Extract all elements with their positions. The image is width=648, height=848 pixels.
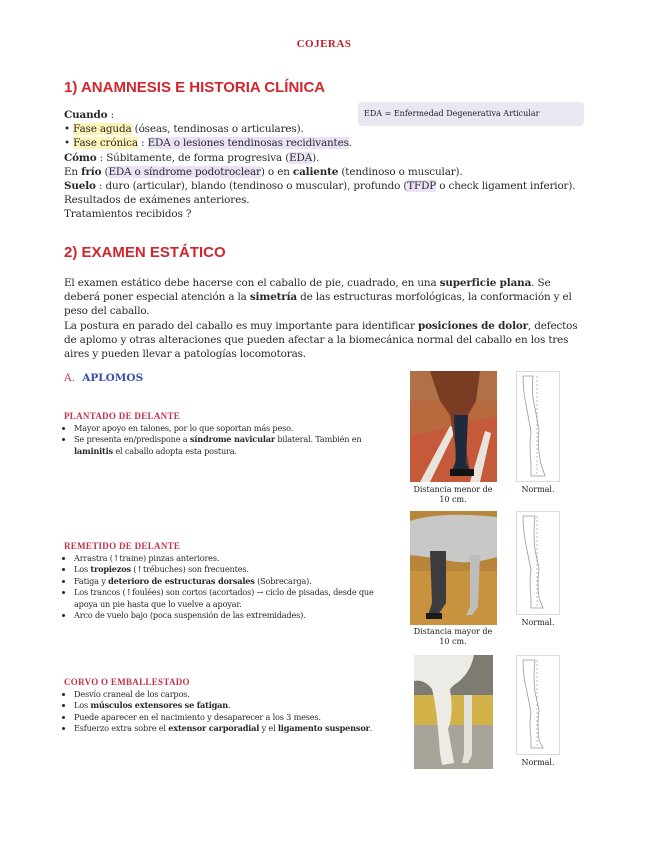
remetido-b2-b: tropiezos <box>90 564 131 575</box>
plantado-b2-d: laminitis <box>74 445 113 456</box>
cuando-label: Cuando <box>64 109 108 121</box>
resultados-line: Resultados de exámenes anteriores. <box>64 194 250 207</box>
p1-e: de las estructuras morfológicas, la conformación y el peso del caballo. <box>64 291 572 318</box>
list-item: • Arrastra (↑traine) pinzas anteriores. <box>74 553 394 564</box>
paragraph-superficie <box>64 276 586 319</box>
como-end: ). <box>312 151 320 164</box>
corvo-b4-d: ligamento suspensor <box>277 723 370 734</box>
corvo-b4-a: Esfuerzo extra sobre el <box>74 723 169 734</box>
plantado-normal-sketch <box>516 371 560 482</box>
frio-highlight: EDA o síndrome podotroclear <box>108 165 261 178</box>
frio-label: frío <box>81 165 102 178</box>
p1-a: El examen estático debe hacerse con el caballo de pie, cuadrado, en una <box>64 277 440 289</box>
tratamientos-line: Tratamientos recibidos ? <box>64 208 192 221</box>
remetido-photo <box>410 511 497 625</box>
plantado-b2-c: bilateral. También en <box>274 434 362 445</box>
suelo-label: Suelo <box>64 180 96 193</box>
plantado-list <box>64 423 394 457</box>
corvo-b2-b: músculos extensores se fatigan <box>90 700 229 711</box>
remetido-list <box>64 553 394 621</box>
fase-cronica-sep: : <box>137 137 148 150</box>
section-anamnesis-heading: 1) ANAMNESIS E HISTORIA CLÍNICA <box>64 79 326 96</box>
suelo-line <box>64 179 584 193</box>
list-item <box>74 434 394 457</box>
p2-c: , defectos de aplomo y otras alteraciones que pueden afectar a la biomecánica normal del caballo en los tres aires y pueden llevar a patologías locomotoras. <box>64 319 578 361</box>
remetido-caption-distancia: Distancia mayor de 10 cm. <box>413 627 493 646</box>
plantado-heading: PLANTADO DE DELANTE <box>64 411 181 421</box>
remetido-b3-b: deterioro de estructuras dorsales <box>108 575 255 586</box>
list-item: • Mayor apoyo en talones, por lo que soportan más peso. <box>74 423 394 434</box>
corvo-b4-b: extensor carporadial <box>168 723 260 734</box>
remetido-b2-c: (↑trébuches) son frecuentes. <box>130 564 249 575</box>
plantado-b2-b: síndrome navicular <box>189 434 275 445</box>
p2-b: posiciones de dolor <box>417 319 528 332</box>
section-examen-estatico-heading: 2) EXAMEN ESTÁTICO <box>64 244 226 261</box>
eda-lesiones-highlight: EDA o lesiones tendinosas recidivantes <box>147 137 349 150</box>
plantado-b2-e: el caballo adopta esta postura. <box>112 445 237 456</box>
frio-end: (tendinoso o muscular). <box>338 165 463 178</box>
eda-note-box: EDA = Enfermedad Degenerativa Articular <box>358 102 584 126</box>
como-text: : Súbitamente, de forma progresiva ( <box>96 151 290 164</box>
remetido-caption-normal: Normal. <box>521 618 555 627</box>
aplomos-letter: A. <box>64 372 75 384</box>
corvo-b4-c: y el <box>259 723 278 734</box>
frio-mid: ) o en <box>260 165 293 178</box>
frio-open: ( <box>101 165 109 178</box>
remetido-b3-a: Fatiga y <box>74 575 109 586</box>
list-item <box>74 576 394 587</box>
como-line <box>64 151 584 165</box>
anamnesis-block <box>64 108 584 222</box>
corvo-b4-e: . <box>369 723 373 734</box>
remetido-heading: REMETIDO DE DELANTE <box>64 541 181 551</box>
corvo-list <box>64 689 394 735</box>
list-item: • Los trancos (↑foulées) son cortos (acortados) → ciclo de pisadas, desde que apoya un pie hasta que lo vuelve a apoyar. <box>74 587 394 610</box>
p1-d: simetría <box>249 291 298 304</box>
list-item <box>74 564 394 575</box>
aplomos-heading <box>64 372 143 384</box>
list-item <box>74 723 394 734</box>
bullet-fase-aguda: • Fase aguda (óseas, tendinosas o articulares). <box>64 123 304 136</box>
p1-c: . Se deberá poner especial atención a la <box>64 277 551 304</box>
remetido-normal-sketch <box>516 511 560 615</box>
fase-cronica-highlight: Fase crónica <box>73 137 138 150</box>
list-item: • Desvío craneal de los carpos. <box>74 689 394 700</box>
p2-a: La postura en parado del caballo es muy importante para identificar <box>64 319 418 332</box>
document-title: COJERAS <box>296 38 352 50</box>
bullet-fase-cronica: • Fase crónica : EDA o lesiones tendinosas recidivantes. <box>64 137 352 150</box>
corvo-b2-a: Los <box>74 700 91 711</box>
suelo-end: o check ligament inferior). <box>436 180 576 193</box>
remetido-b3-c: (Sobrecarga). <box>254 575 312 586</box>
list-item: • Arco de vuelo bajo (poca suspensión de las extremidades). <box>74 610 394 621</box>
como-eda-highlight: EDA <box>289 151 313 164</box>
corvo-normal-sketch <box>516 655 560 755</box>
corvo-caption-normal: Normal. <box>521 758 555 767</box>
list-item: • Puede aparecer en el nacimiento y desaparecer a los 3 meses. <box>74 712 394 723</box>
p1-b: superficie plana <box>439 277 532 289</box>
fase-cronica-end: . <box>348 137 352 150</box>
fase-aguda-highlight: Fase aguda <box>73 123 132 136</box>
como-label: Cómo <box>64 151 97 164</box>
frio-line <box>64 165 584 179</box>
suelo-text: : duro (articular), blando (tendinoso o muscular), profundo ( <box>95 180 408 193</box>
plantado-caption-normal: Normal. <box>521 485 555 494</box>
caliente-label: caliente <box>292 165 339 178</box>
plantado-photo <box>410 371 497 482</box>
frio-pre: En <box>64 165 82 178</box>
examen-estatico-text <box>64 276 586 361</box>
corvo-photo <box>414 655 493 769</box>
plantado-caption-distancia: Distancia menor de 10 cm. <box>413 485 493 504</box>
corvo-b2-c: . <box>228 700 231 711</box>
paragraph-postura <box>64 319 586 362</box>
remetido-b2-a: Los <box>74 564 91 575</box>
plantado-b2-a: Se presenta en/predispone a <box>74 434 190 445</box>
tfdp-highlight: TFDP <box>407 180 437 193</box>
fase-aguda-text: (óseas, tendinosas o articulares). <box>131 123 304 136</box>
list-item <box>74 700 394 711</box>
cuando-colon: : <box>107 109 114 121</box>
corvo-heading: CORVO O EMBALLESTADO <box>64 677 190 687</box>
aplomos-label: APLOMOS <box>82 372 144 384</box>
